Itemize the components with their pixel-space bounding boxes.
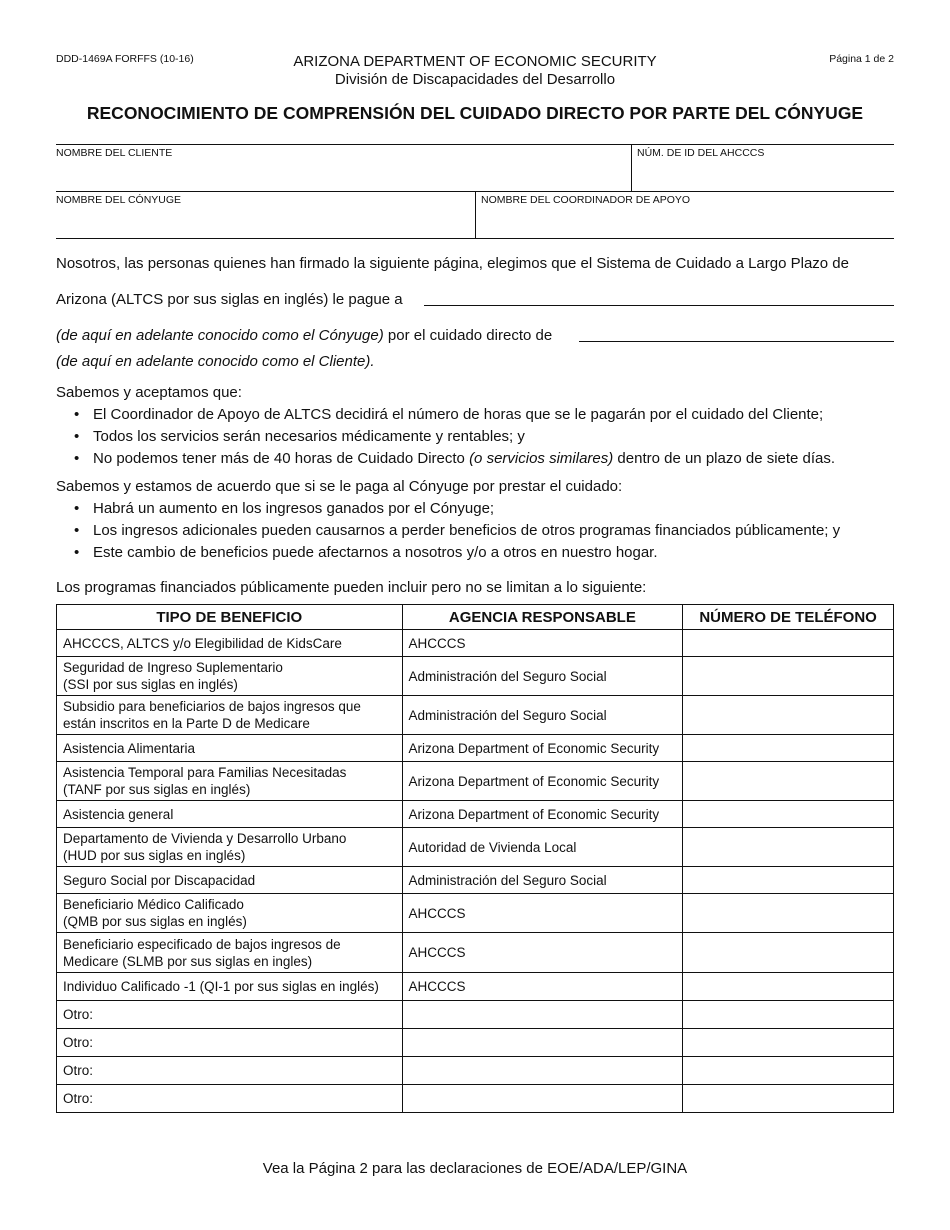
intro-line-3 xyxy=(56,327,552,344)
programs-intro: Los programas financiados públicamente pueden incluir pero no se limitan a lo siguiente: xyxy=(56,579,647,596)
benefit-type-line-1: Beneficiario especificado de bajos ingresos de xyxy=(63,936,341,952)
list-item: • El Coordinador de Apoyo de ALTCS decidirá el número de horas que se le pagarán por el cuidado del Cliente; xyxy=(56,406,835,428)
form-code: DDD-1469A FORFFS (10-16) xyxy=(56,53,194,65)
benefit-type-line-1: Otro: xyxy=(63,1091,94,1106)
table-row xyxy=(57,630,894,657)
intro-line-1: Nosotros, las personas quienes han firmado la siguiente página, elegimos que el Sistema de Cuidado a Largo Plazo de xyxy=(56,255,849,272)
phone-cell[interactable] xyxy=(683,1057,894,1085)
table-header-row xyxy=(57,605,894,630)
agency-cell: Autoridad de Vivienda Local xyxy=(402,828,683,867)
benefit-type-line-2: Medicare (SLMB por sus siglas en ingles) xyxy=(63,953,313,969)
coordinator-name-field[interactable] xyxy=(475,192,894,238)
list-item: • Todos los servicios serán necesarios médicamente y rentables; y xyxy=(56,428,835,450)
ahcccs-id-field[interactable] xyxy=(631,145,894,191)
benefit-type-line-2: (TANF por sus siglas en inglés) xyxy=(63,782,251,797)
list-item-text: dentro de un plazo de siete días. xyxy=(613,450,836,467)
table-row xyxy=(57,696,894,735)
table-row xyxy=(57,1029,894,1057)
phone-cell[interactable] xyxy=(683,762,894,801)
benefits-table-body xyxy=(57,630,894,1113)
section2-list xyxy=(56,500,840,566)
list-item: • Este cambio de beneficios puede afectarnos a nosotros y/o a otros en nuestro hogar. xyxy=(56,544,840,566)
benefit-type-cell xyxy=(57,828,403,867)
benefit-type-cell xyxy=(57,696,403,735)
phone-cell[interactable] xyxy=(683,1085,894,1113)
phone-cell[interactable] xyxy=(683,1029,894,1057)
benefit-type-cell xyxy=(57,762,403,801)
form-title: RECONOCIMIENTO DE COMPRENSIÓN DEL CUIDADO DIRECTO POR PARTE DEL CÓNYUGE xyxy=(86,103,864,123)
benefit-type-cell xyxy=(57,1085,403,1113)
benefit-type-line-1: Asistencia Temporal para Familias Necesitadas xyxy=(63,765,347,780)
footer-note: Vea la Página 2 para las declaraciones de EOE/ADA/LEP/GINA xyxy=(262,1160,688,1177)
client-name-field[interactable] xyxy=(56,145,631,191)
agency-cell: Arizona Department of Economic Security xyxy=(402,801,683,828)
benefit-type-line-1: AHCCCS, ALTCS y/o Elegibilidad de KidsCare xyxy=(63,635,342,651)
list-item-text: No podemos tener más de 40 horas de Cuidado Directo xyxy=(93,450,470,467)
spouse-definition: (de aquí en adelante conocido como el Cónyuge) xyxy=(56,327,384,344)
agency-cell[interactable] xyxy=(402,1057,683,1085)
benefit-type-cell xyxy=(57,801,403,828)
benefit-type-line-1: Subsidio para beneficiarios de bajos ingresos que xyxy=(63,699,361,714)
intro-line-3-rest: por el cuidado directo de xyxy=(383,327,553,344)
client-name-label: NOMBRE DEL CLIENTE xyxy=(56,147,173,159)
benefit-type-line-1: Asistencia Alimentaria xyxy=(63,740,196,756)
phone-cell[interactable] xyxy=(683,696,894,735)
spouse-name-label: NOMBRE DEL CÓNYUGE xyxy=(56,194,182,206)
benefit-type-line-2: (HUD por sus siglas en inglés) xyxy=(63,848,246,863)
column-header-benefit-type: TIPO DE BENEFICIO xyxy=(57,605,403,630)
column-header-phone: NÚMERO DE TELÉFONO xyxy=(683,605,894,630)
spouse-name-field[interactable] xyxy=(56,192,475,238)
benefit-type-line-1: Otro: xyxy=(63,1007,94,1022)
benefit-type-line-1: Otro: xyxy=(63,1035,94,1050)
table-row xyxy=(57,801,894,828)
phone-cell[interactable] xyxy=(683,657,894,696)
benefit-type-line-1: Beneficiario Médico Calificado xyxy=(63,897,244,912)
benefit-type-cell xyxy=(57,867,403,894)
list-item-italic: (o servicios similares) xyxy=(469,450,614,467)
section1-heading: Sabemos y aceptamos que: xyxy=(56,384,242,401)
agency-cell: AHCCCS xyxy=(402,933,683,973)
agency-cell[interactable] xyxy=(402,1001,683,1029)
phone-cell[interactable] xyxy=(683,894,894,933)
agency-cell: Arizona Department of Economic Security xyxy=(402,762,683,801)
table-row xyxy=(57,933,894,973)
table-row xyxy=(57,973,894,1001)
benefit-type-line-2: (QMB por sus siglas en inglés) xyxy=(63,914,247,929)
agency-cell: AHCCCS xyxy=(402,630,683,657)
table-row xyxy=(57,735,894,762)
benefit-type-line-1: Departamento de Vivienda y Desarrollo Urbano xyxy=(63,831,347,846)
ahcccs-id-label: NÚM. DE ID DEL AHCCCS xyxy=(637,147,765,159)
benefit-type-line-2: están inscritos en la Parte D de Medicare xyxy=(63,716,310,731)
client-definition: (de aquí en adelante conocido como el Cliente). xyxy=(56,353,375,370)
benefit-type-line-1: Asistencia general xyxy=(63,806,174,822)
phone-cell[interactable] xyxy=(683,828,894,867)
field-row xyxy=(56,191,894,239)
column-header-agency: AGENCIA RESPONSABLE xyxy=(402,605,683,630)
benefit-type-line-1: Otro: xyxy=(63,1063,94,1078)
table-row xyxy=(57,1085,894,1113)
benefit-type-cell xyxy=(57,894,403,933)
table-row xyxy=(57,1057,894,1085)
intro-line-2: Arizona (ALTCS por sus siglas en inglés) le pague a xyxy=(56,291,403,308)
phone-cell[interactable] xyxy=(683,801,894,828)
benefit-type-line-1: Individuo Calificado -1 (QI-1 por sus siglas en inglés) xyxy=(63,979,379,994)
field-row xyxy=(56,144,894,191)
list-item xyxy=(56,450,835,472)
benefit-type-cell xyxy=(57,1057,403,1085)
phone-cell[interactable] xyxy=(683,933,894,973)
table-row xyxy=(57,657,894,696)
table-row xyxy=(57,828,894,867)
benefit-type-cell xyxy=(57,933,403,973)
agency-name: ARIZONA DEPARTMENT OF ECONOMIC SECURITY xyxy=(293,53,657,70)
spouse-payee-blank[interactable] xyxy=(424,305,894,306)
table-row xyxy=(57,867,894,894)
coordinator-name-label: NOMBRE DEL COORDINADOR DE APOYO xyxy=(481,194,691,206)
agency-cell: AHCCCS xyxy=(402,894,683,933)
benefit-type-line-1: Seguro Social por Discapacidad xyxy=(63,872,256,888)
benefit-type-cell xyxy=(57,630,403,657)
agency-cell: AHCCCS xyxy=(402,973,683,1001)
agency-cell[interactable] xyxy=(402,1085,683,1113)
table-row xyxy=(57,762,894,801)
phone-cell[interactable] xyxy=(683,630,894,657)
phone-cell[interactable] xyxy=(683,973,894,1001)
agency-cell: Administración del Seguro Social xyxy=(402,657,683,696)
agency-cell[interactable] xyxy=(402,1029,683,1057)
benefit-type-line-1: Seguridad de Ingreso Suplementario xyxy=(63,660,283,675)
agency-cell: Administración del Seguro Social xyxy=(402,867,683,894)
benefits-table xyxy=(56,604,894,1113)
section2-heading: Sabemos y estamos de acuerdo que si se le paga al Cónyuge por prestar el cuidado: xyxy=(56,478,623,495)
list-item: • Habrá un aumento en los ingresos ganados por el Cónyuge; xyxy=(56,500,840,522)
phone-cell[interactable] xyxy=(683,867,894,894)
client-info-fields xyxy=(56,144,894,239)
benefit-type-line-2: (SSI por sus siglas en inglés) xyxy=(63,677,238,692)
benefit-type-cell xyxy=(57,973,403,1001)
benefit-type-cell xyxy=(57,657,403,696)
table-row xyxy=(57,894,894,933)
phone-cell[interactable] xyxy=(683,735,894,762)
table-row xyxy=(57,1001,894,1029)
benefit-type-cell xyxy=(57,1029,403,1057)
section1-list xyxy=(56,406,835,472)
page-number: Página 1 de 2 xyxy=(829,53,894,65)
benefit-type-cell xyxy=(57,735,403,762)
division-name: División de Discapacidades del Desarrollo xyxy=(334,71,616,88)
agency-cell: Arizona Department of Economic Security xyxy=(402,735,683,762)
list-item: • Los ingresos adicionales pueden causarnos a perder beneficios de otros programas financiados públicamente; y xyxy=(56,522,840,544)
agency-cell: Administración del Seguro Social xyxy=(402,696,683,735)
benefit-type-cell xyxy=(57,1001,403,1029)
client-care-blank[interactable] xyxy=(579,341,894,342)
phone-cell[interactable] xyxy=(683,1001,894,1029)
